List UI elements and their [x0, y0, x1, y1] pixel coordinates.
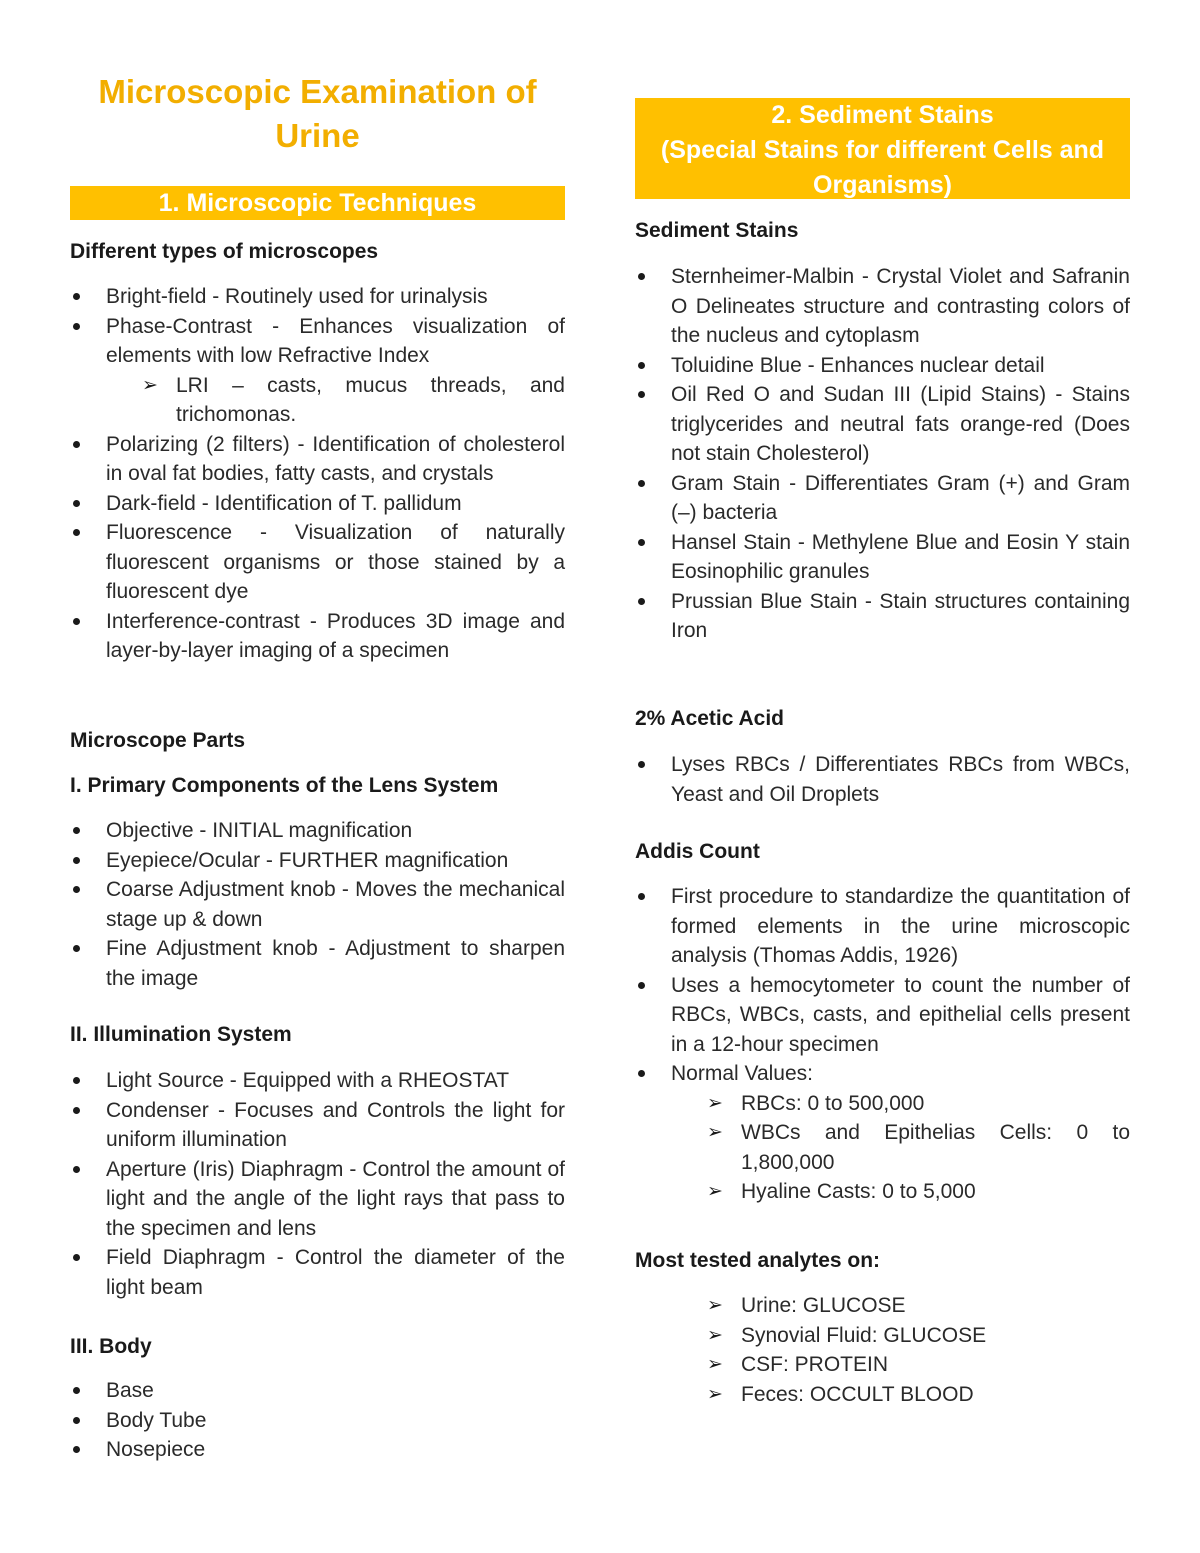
list-item: Phase-Contrast - Enhances visualization of elements with low Refractive Index — [70, 312, 565, 371]
bullet-icon — [73, 1254, 80, 1261]
list-microscope-types — [70, 282, 565, 666]
list-item: Gram Stain - Differentiates Gram (+) and Gram (–) bacteria — [635, 469, 1130, 528]
arrow-bullet-icon: ➢ — [707, 1295, 723, 1316]
list-item: Objective - INITIAL magnification — [70, 816, 565, 846]
bullet-icon — [73, 1107, 80, 1114]
heading-microscope-parts: Microscope Parts — [70, 729, 246, 752]
bullet-icon — [73, 529, 80, 536]
heading-sediment-stains: Sediment Stains — [635, 219, 799, 242]
list-subitem: ➢ Feces: OCCULT BLOOD — [635, 1380, 1130, 1410]
bullet-icon — [73, 1387, 80, 1394]
bullet-icon — [73, 500, 80, 507]
heading-addis-count: Addis Count — [635, 840, 760, 863]
arrow-bullet-icon: ➢ — [707, 1383, 723, 1405]
heading-lens-system: I. Primary Components of the Lens System — [70, 774, 499, 797]
list-item: First procedure to standardize the quantitation of formed elements in the urine microscopic analysis (Thomas Addis, 1926) — [635, 882, 1130, 971]
bullet-icon — [73, 1417, 80, 1424]
list-item: Prussian Blue Stain - Stain structures containing Iron — [635, 587, 1130, 646]
list-subitem: ➢ RBCs: 0 to 500,000 — [635, 1089, 1130, 1119]
list-item: Dark-field - Identification of T. pallidum — [70, 489, 565, 519]
list-item: Normal Values: — [635, 1059, 1130, 1089]
bullet-icon — [638, 273, 645, 280]
list-item: Lyses RBCs / Differentiates RBCs from WBCs, Yeast and Oil Droplets — [635, 750, 1130, 809]
bullet-icon — [73, 323, 80, 330]
bullet-icon — [638, 362, 645, 369]
bullet-icon — [638, 391, 645, 398]
list-illumination-system — [70, 1066, 565, 1302]
bullet-icon — [73, 945, 80, 952]
list-item: Aperture (Iris) Diaphragm - Control the amount of light and the angle of the light rays that pass to the specimen and lens — [70, 1155, 565, 1244]
bullet-icon — [73, 1077, 80, 1084]
list-addis-count — [635, 882, 1130, 1207]
list-subitem: ➢ Hyaline Casts: 0 to 5,000 — [635, 1177, 1130, 1207]
bullet-icon — [638, 761, 645, 768]
bullet-icon — [73, 618, 80, 625]
list-subitem: ➢ LRI – casts, mucus threads, and trichomonas. — [70, 371, 565, 430]
heading-body: III. Body — [70, 1335, 152, 1358]
list-item: Oil Red O and Sudan III (Lipid Stains) - Stains triglycerides and neutral fats orange-red (Does not stain Cholesterol) — [635, 380, 1130, 469]
bullet-icon — [638, 1070, 645, 1077]
arrow-bullet-icon: ➢ — [707, 1181, 723, 1202]
bullet-icon — [73, 293, 80, 300]
list-subitem: ➢ WBCs and Epithelias Cells: 0 to 1,800,000 — [635, 1118, 1130, 1177]
list-item: Interference-contrast - Produces 3D image and layer-by-layer imaging of a specimen — [70, 607, 565, 666]
arrow-bullet-icon: ➢ — [707, 1122, 723, 1143]
bullet-icon — [638, 539, 645, 546]
list-acetic-acid — [635, 750, 1130, 809]
page-title: Microscopic Examination of Urine — [98, 73, 537, 154]
heading-most-tested: Most tested analytes on: — [635, 1249, 881, 1272]
bullet-icon — [73, 1446, 80, 1453]
section-banner-sediment-stains — [635, 98, 1130, 199]
list-item: Coarse Adjustment knob - Moves the mechanical stage up & down — [70, 875, 565, 934]
bullet-icon — [73, 1166, 80, 1173]
list-body — [70, 1376, 565, 1465]
banner-title: 2. Sediment Stains — [771, 101, 994, 129]
bullet-icon — [73, 886, 80, 893]
heading-illumination-system: II. Illumination System — [70, 1023, 292, 1046]
heading-acetic-acid: 2% Acetic Acid — [635, 707, 784, 730]
list-subitem: ➢ Urine: GLUCOSE — [635, 1291, 1130, 1321]
heading-microscope-types: Different types of microscopes — [70, 240, 379, 263]
list-item: Bright-field - Routinely used for urinalysis — [70, 282, 565, 312]
arrow-bullet-icon: ➢ — [707, 1324, 723, 1346]
list-item: Light Source - Equipped with a RHEOSTAT — [70, 1066, 565, 1096]
arrow-bullet-icon: ➢ — [142, 374, 158, 396]
list-subitem: ➢ CSF: PROTEIN — [635, 1350, 1130, 1380]
list-item: Hansel Stain - Methylene Blue and Eosin Y stain Eosinophilic granules — [635, 528, 1130, 587]
list-item: Fluorescence - Visualization of naturally fluorescent organisms or those stained by a fluorescent dye — [70, 518, 565, 607]
bullet-icon — [638, 598, 645, 605]
section-banner-microscopic-techniques: 1. Microscopic Techniques — [70, 186, 565, 220]
list-lens-system — [70, 816, 565, 993]
list-item: Sternheimer-Malbin - Crystal Violet and Safranin O Delineates structure and contrasting colors of the nucleus and cytoplasm — [635, 262, 1130, 351]
arrow-bullet-icon: ➢ — [707, 1092, 723, 1114]
bullet-icon — [73, 857, 80, 864]
list-item: Uses a hemocytometer to count the number of RBCs, WBCs, casts, and epithelial cells present in a 12-hour specimen — [635, 971, 1130, 1060]
list-subitem: ➢ Synovial Fluid: GLUCOSE — [635, 1321, 1130, 1351]
list-item: Condenser - Focuses and Controls the light for uniform illumination — [70, 1096, 565, 1155]
list-item: Base — [70, 1376, 565, 1406]
list-item: Fine Adjustment knob - Adjustment to sharpen the image — [70, 934, 565, 993]
banner-subtitle: (Special Stains for different Cells and Organisms) — [660, 136, 1105, 199]
bullet-icon — [73, 441, 80, 448]
list-item: Field Diaphragm - Control the diameter of the light beam — [70, 1243, 565, 1302]
bullet-icon — [73, 827, 80, 834]
list-item: Nosepiece — [70, 1435, 565, 1465]
arrow-bullet-icon: ➢ — [707, 1354, 723, 1375]
list-item: Toluidine Blue - Enhances nuclear detail — [635, 351, 1130, 381]
list-most-tested — [635, 1291, 1130, 1409]
list-sediment-stains — [635, 262, 1130, 646]
bullet-icon — [638, 893, 645, 900]
bullet-icon — [638, 982, 645, 989]
list-item: Polarizing (2 filters) - Identification of cholesterol in oval fat bodies, fatty casts, and crystals — [70, 430, 565, 489]
bullet-icon — [638, 480, 645, 487]
list-item: Body Tube — [70, 1406, 565, 1436]
list-item: Eyepiece/Ocular - FURTHER magnification — [70, 846, 565, 876]
